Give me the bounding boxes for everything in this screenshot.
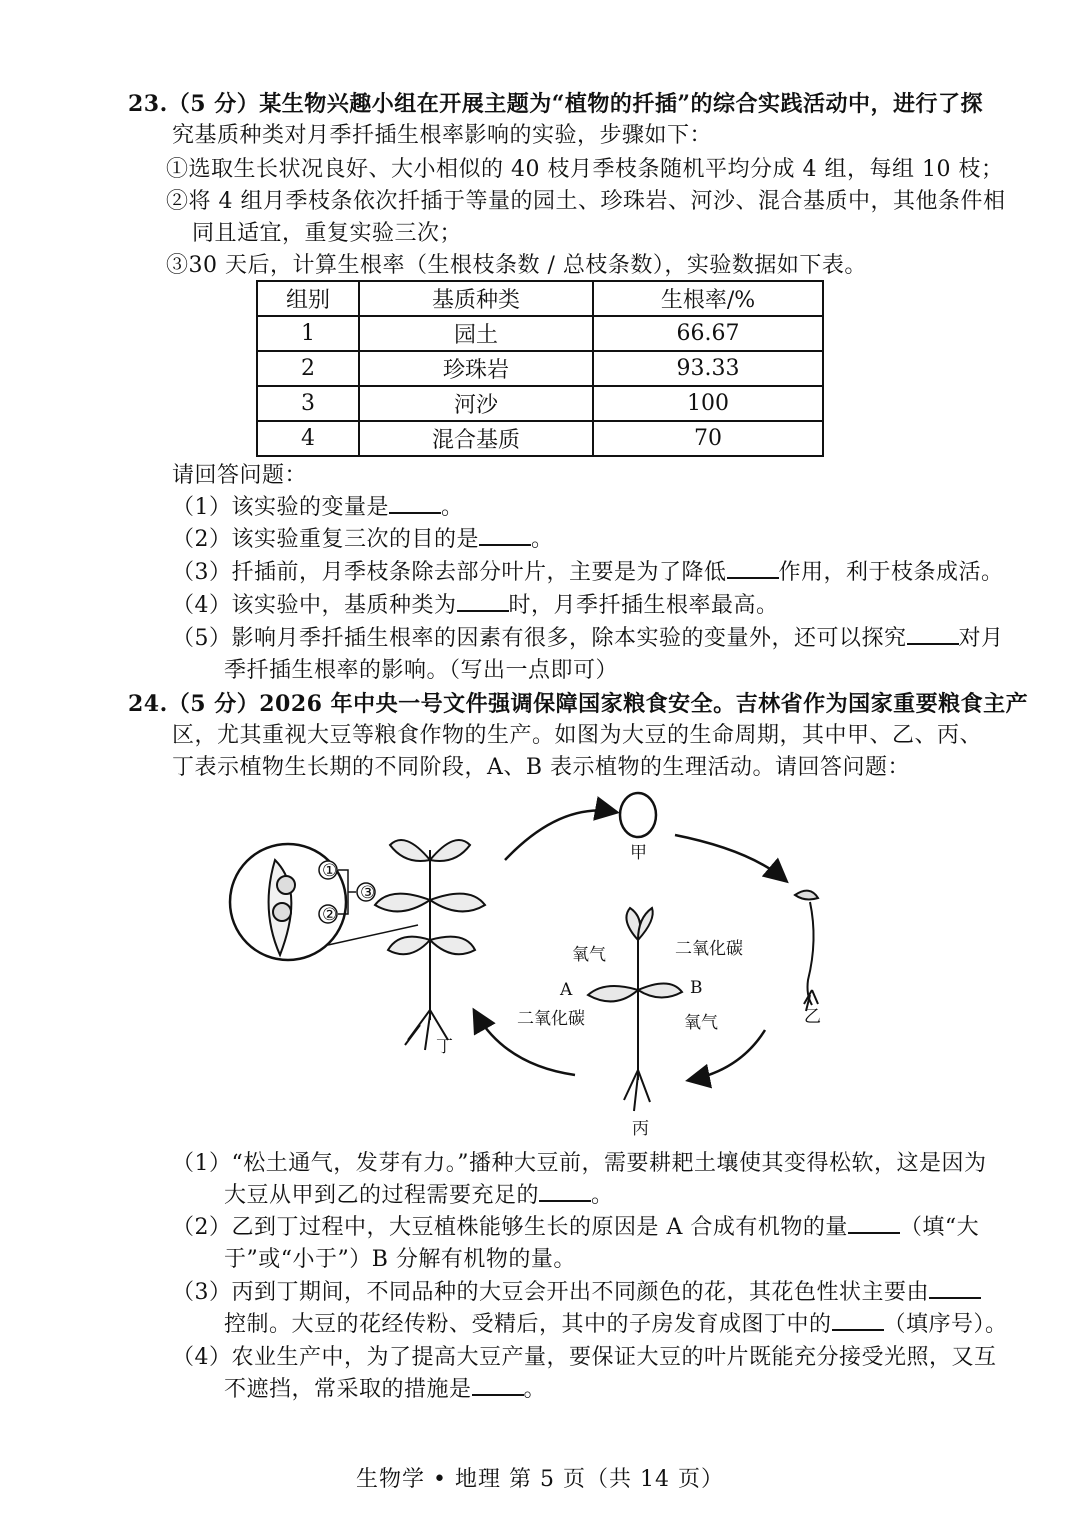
q24-part-2-mid: （填“大 xyxy=(899,1215,980,1240)
label-n1: ① xyxy=(322,861,338,881)
q23-line-1: 23.（5 分）某生物兴趣小组在开展主题为“植物的扦插”的综合实践活动中，进行了探 xyxy=(128,91,984,117)
q23-part-5-end: 对月 xyxy=(958,626,1004,651)
answer-blank[interactable] xyxy=(389,492,441,514)
q24-part-4-end: 。 xyxy=(523,1377,547,1402)
arrow-yi-to-bing xyxy=(690,1030,765,1080)
q23-part-3-end: 作用，利于枝条成活。 xyxy=(778,560,1004,585)
table-cell: 河沙 xyxy=(359,386,593,421)
soybean-life-cycle-diagram xyxy=(220,790,821,1140)
q23-part-4-text: （4）该实验中，基质种类为 xyxy=(172,593,457,618)
q24-part-3-end: （填序号）。 xyxy=(883,1312,1008,1337)
arrow-jia-to-yi xyxy=(675,835,785,880)
label-jia: 甲 xyxy=(630,843,647,863)
q24-part-3a xyxy=(172,1277,981,1309)
label-A: A xyxy=(560,980,573,1000)
q24-part-1a: （1）“松土通气，发芽有力。”播种大豆前，需要耕耙土壤使其变得松软，这是因为 xyxy=(172,1151,987,1176)
table-header-cell: 生根率/% xyxy=(593,281,823,316)
q23-part-5 xyxy=(172,623,1004,655)
q23-step-2b: 同且适宜，重复实验三次； xyxy=(192,221,463,246)
q24-part-2-text: （2）乙到丁过程中，大豆植株能够生长的原因是 A 合成有机物的量 xyxy=(172,1215,848,1240)
young-plant-icon xyxy=(588,908,682,1111)
table-cell: 混合基质 xyxy=(359,421,593,456)
label-ding: 丁 xyxy=(436,1037,453,1057)
table-cell: 园土 xyxy=(359,316,593,351)
q24-part-3-text2: 控制。大豆的花经传粉、受精后，其中的子房发育成图丁中的 xyxy=(224,1312,832,1337)
table-cell: 1 xyxy=(257,316,359,351)
label-n3: ③ xyxy=(360,883,376,903)
table-row xyxy=(257,316,823,351)
label-o2-right: 氧气 xyxy=(684,1013,718,1033)
q23-part-2 xyxy=(172,524,554,556)
q23-part-2-end: 。 xyxy=(531,527,554,552)
label-yi: 乙 xyxy=(804,1007,821,1027)
q24-part-1-end: 。 xyxy=(591,1183,614,1208)
answer-blank[interactable] xyxy=(479,524,531,546)
q24-part-1-text: 大豆从甲到乙的过程需要充足的 xyxy=(224,1183,540,1208)
answer-blank[interactable] xyxy=(539,1180,591,1202)
q24-line-3: 丁表示植物生长期的不同阶段，A、B 表示植物的生理活动。请回答问题： xyxy=(172,755,911,780)
answer-blank[interactable] xyxy=(472,1374,524,1396)
mature-plant-icon xyxy=(375,840,485,1050)
arrow-ding-to-jia xyxy=(505,811,615,860)
q23-part-2-text: （2）该实验重复三次的目的是 xyxy=(172,527,479,552)
label-co2-left: 二氧化碳 xyxy=(517,1009,585,1029)
table-cell: 珍珠岩 xyxy=(359,351,593,386)
q23-part-1 xyxy=(172,492,464,524)
q24-part-2a xyxy=(172,1212,979,1244)
page-footer: 生物学 • 地理 第 5 页（共 14 页） xyxy=(356,1467,724,1492)
table-cell: 70 xyxy=(593,421,823,456)
seedling-icon xyxy=(795,891,818,1011)
table-row xyxy=(257,421,823,456)
q24-line-1: 24.（5 分）2026 年中央一号文件强调保障国家粮食安全。吉林省作为国家重要粮食主产 xyxy=(128,691,1029,717)
q23-prompt: 请回答问题： xyxy=(172,463,308,488)
answer-blank[interactable] xyxy=(727,557,779,579)
q23-part-4 xyxy=(172,590,779,622)
q23-step-2a: ②将 4 组月季枝条依次扦插于等量的园土、珍珠岩、河沙、混合基质中，其他条件相 xyxy=(166,189,1006,214)
q24-part-3-text: （3）丙到丁期间，不同品种的大豆会开出不同颜色的花，其花色性状主要由 xyxy=(172,1280,929,1305)
q24-part-3b xyxy=(224,1309,1008,1341)
table-cell: 3 xyxy=(257,386,359,421)
q24-part-1b xyxy=(224,1180,614,1212)
q23-step-3: ③30 天后，计算生根率（生根枝条数 / 总枝条数），实验数据如下表。 xyxy=(166,253,867,278)
answer-blank[interactable] xyxy=(832,1309,884,1331)
q23-part-4-end: 时，月季扦插生根率最高。 xyxy=(508,593,779,618)
answer-blank[interactable] xyxy=(929,1277,981,1299)
table-cell: 2 xyxy=(257,351,359,386)
table-row xyxy=(257,386,823,421)
answer-blank[interactable] xyxy=(457,590,509,612)
q24-part-4a: （4）农业生产中，为了提高大豆产量，要保证大豆的叶片既能充分接受光照，又互 xyxy=(172,1345,997,1370)
table-cell: 100 xyxy=(593,386,823,421)
label-n2: ② xyxy=(322,905,338,925)
answer-blank[interactable] xyxy=(907,623,959,645)
q23-step-1: ①选取生长状况良好、大小相似的 40 枝月季枝条随机平均分成 4 组，每组 10 枝； xyxy=(166,157,1004,182)
table-header-row xyxy=(257,281,823,316)
label-bing: 丙 xyxy=(632,1119,649,1139)
q23-part-1-end: 。 xyxy=(441,495,464,520)
answer-blank[interactable] xyxy=(848,1212,900,1234)
q23-part-3-text: （3）扦插前，月季枝条除去部分叶片，主要是为了降低 xyxy=(172,560,727,585)
table-row xyxy=(257,351,823,386)
table-cell: 66.67 xyxy=(593,316,823,351)
q24-part-4b xyxy=(224,1374,546,1406)
label-o2-left: 氧气 xyxy=(572,945,606,965)
table-header-cell: 基质种类 xyxy=(359,281,593,316)
q24-part-2b: 于”或“小于”）B 分解有机物的量。 xyxy=(224,1247,576,1272)
q23-part-5-text: （5）影响月季扦插生根率的因素有很多，除本实验的变量外，还可以探究 xyxy=(172,626,907,651)
q23-part-3 xyxy=(172,557,1004,589)
q24-line-2: 区，尤其重视大豆等粮食作物的生产。如图为大豆的生命周期，其中甲、乙、丙、 xyxy=(172,723,983,748)
q23-part-5-cont: 季扦插生根率的影响。（写出一点即可） xyxy=(224,658,619,683)
seed-icon xyxy=(620,793,656,837)
label-co2-right: 二氧化碳 xyxy=(675,939,743,959)
table-cell: 93.33 xyxy=(593,351,823,386)
results-table xyxy=(256,280,824,457)
q24-part-4-text: 不遮挡，常采取的措施是 xyxy=(224,1377,472,1402)
q23-line-2: 究基质种类对月季扦插生根率影响的实验，步骤如下： xyxy=(172,123,713,148)
table-cell: 4 xyxy=(257,421,359,456)
label-B: B xyxy=(690,978,703,998)
table-header-cell: 组别 xyxy=(257,281,359,316)
q23-part-1-text: （1）该实验的变量是 xyxy=(172,495,389,520)
